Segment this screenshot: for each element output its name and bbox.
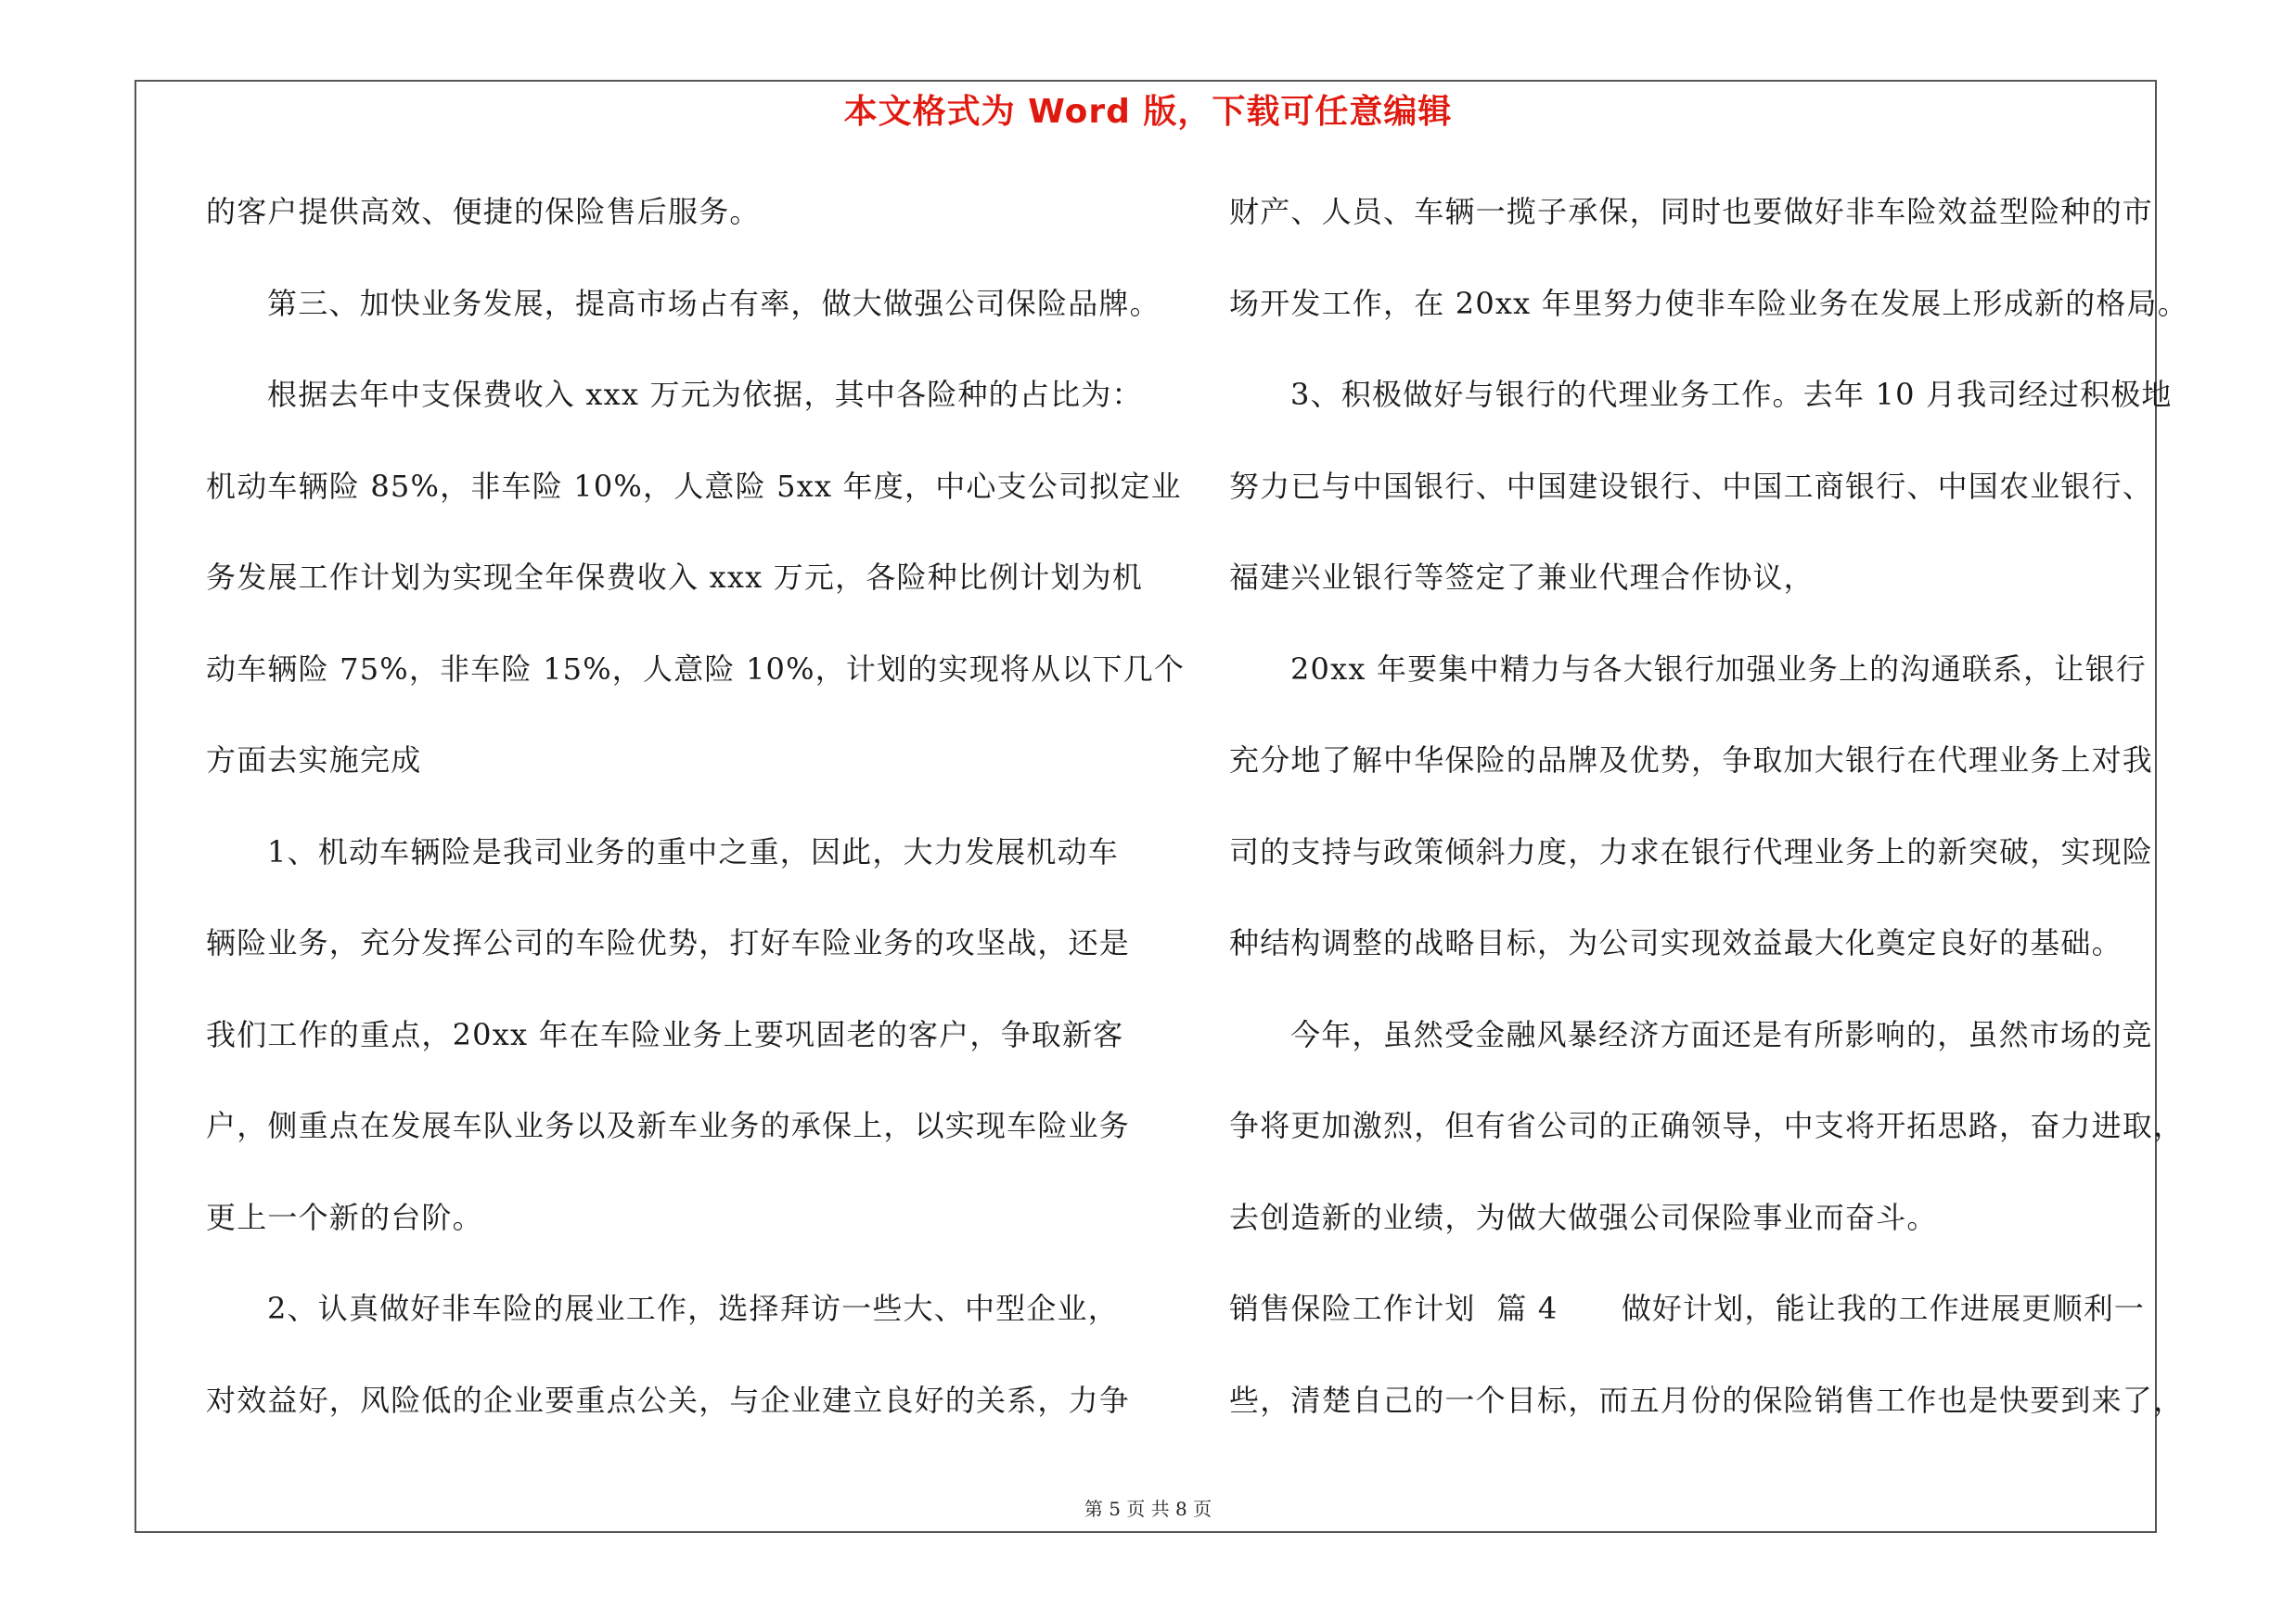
right-text-column — [1229, 186, 2188, 1465]
text-line: 根据去年中支保费收入 xxx 万元为依据，其中各险种的占比为： — [267, 377, 1143, 412]
text-line: 动车辆险 75%，非车险 15%，人意险 10%，计划的实现将从以下几个 — [206, 650, 1186, 687]
text-line: 些，清楚自己的一个目标，而五月份的保险销售工作也是快要到来了， — [1229, 1382, 2185, 1418]
text-line: 户，侧重点在发展车队业务以及新车业务的承保上，以实现车险业务 — [206, 1108, 1131, 1143]
text-line: 更上一个新的台阶。 — [206, 1199, 483, 1235]
text-line: 财产、人员、车辆一揽子承保，同时也要做好非车险效益型险种的市 — [1229, 194, 2154, 229]
text-line: 辆险业务，充分发挥公司的车险优势，打好车险业务的攻坚战，还是 — [206, 925, 1131, 960]
text-line: 第三、加快业务发展，提高市场占有率，做大做强公司保险品牌。 — [267, 285, 1161, 321]
text-line: 对效益好，风险低的企业要重点公关，与企业建立良好的关系，力争 — [206, 1382, 1131, 1418]
text-line: 充分地了解中华保险的品牌及优势，争取加大银行在代理业务上对我 — [1229, 742, 2154, 778]
text-line: 机动车辆险 85%，非车险 10%，人意险 5xx 年度，中心支公司拟定业 — [206, 468, 1182, 504]
text-line: 2、认真做好非车险的展业工作，选择拜访一些大、中型企业， — [267, 1291, 1119, 1326]
section-heading-line: 销售保险工作计划 篇 4 做好计划，能让我的工作进展更顺利一 — [1229, 1291, 2146, 1326]
text-line: 1、机动车辆险是我司业务的重中之重，因此，大力发展机动车 — [267, 833, 1119, 869]
text-line: 种结构调整的战略目标，为公司实现效益最大化奠定良好的基础。 — [1229, 925, 2123, 960]
text-line: 今年，虽然受金融风暴经济方面还是有所影响的，虽然市场的竞 — [1290, 1016, 2153, 1052]
text-line: 努力已与中国银行、中国建设银行、中国工商银行、中国农业银行、 — [1229, 468, 2154, 504]
text-line: 司的支持与政策倾斜力度，力求在银行代理业务上的新突破，实现险 — [1229, 833, 2154, 869]
page-number: 第 5 页 共 8 页 — [1084, 1498, 1212, 1520]
text-line: 场开发工作，在 20xx 年里努力使非车险业务在发展上形成新的格局。 — [1229, 285, 2188, 321]
text-line: 务发展工作计划为实现全年保费收入 xxx 万元，各险种比例计划为机 — [206, 560, 1144, 595]
left-text-column — [206, 186, 1186, 1465]
text-line: 争将更加激烈，但有省公司的正确领导，中支将开拓思路，奋力进取， — [1229, 1108, 2185, 1143]
text-line: 我们工作的重点，20xx 年在车险业务上要巩固老的客户，争取新客 — [206, 1016, 1124, 1052]
text-line: 3、积极做好与银行的代理业务工作。去年 10 月我司经过积极地 — [1290, 377, 2173, 412]
text-line: 方面去实施完成 — [206, 742, 422, 778]
format-banner: 本文格式为 Word 版，下载可任意编辑 — [843, 93, 1453, 131]
text-line: 的客户提供高效、便捷的保险售后服务。 — [206, 194, 761, 229]
text-line: 福建兴业银行等签定了兼业代理合作协议， — [1229, 560, 1815, 595]
text-line: 20xx 年要集中精力与各大银行加强业务上的沟通联系，让银行 — [1290, 650, 2147, 687]
text-line: 去创造新的业绩，为做大做强公司保险事业而奋斗。 — [1229, 1199, 1938, 1235]
